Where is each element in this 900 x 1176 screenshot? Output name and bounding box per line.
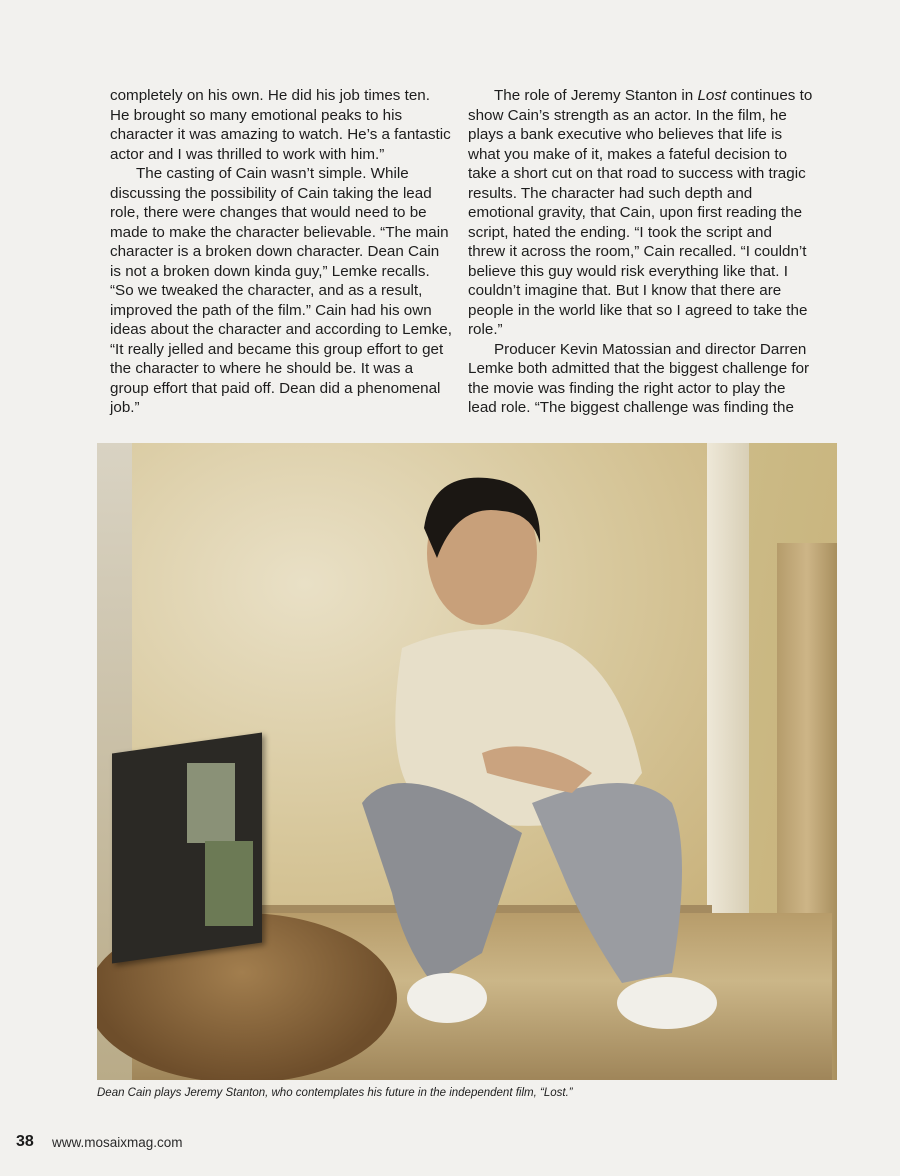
paragraph	[468, 86, 813, 340]
article-right-column	[468, 86, 813, 418]
photo-caption: Dean Cain plays Jeremy Stanton, who contemplates his future in the independent film, “Lost.”	[97, 1087, 573, 1099]
photo-frame-picture	[205, 841, 253, 926]
article-photo	[97, 443, 837, 1080]
paragraph: completely on his own. He did his job times ten. He brought so many emotional peaks to his character it was amazing to watch. He’s a fantastic actor and I was thrilled to work with him.”	[110, 87, 451, 163]
footer-url: www.mosaixmag.com	[52, 1135, 183, 1150]
page-number: 38	[16, 1133, 34, 1150]
paragraph-text: continues to show Cain’s strength as an actor. In the film, he plays a bank executive who believes that life is what you make of it, makes a fateful decision to take a short cut on that road to success with tragic results. The character had such depth and emotional gravity, that Cain, upon first reading the script, hated the ending. “I took the script and threw it across the room,” Cain recalled. “I couldn’t believe this guy would risk everything like that. I couldn’t imagine that. But I know that there are people in the world like that so I agreed to take the role.”	[468, 87, 813, 338]
paragraph: The casting of Cain wasn’t simple. While discussing the possibility of Cain taking the lead role, there were changes that would need to be made to make the character believable. “The main character is a broken down character. Dean Cain is not a broken down kinda guy,” Lemke recalls. “So we tweaked the character, and as a result, improved the path of the film.” Cain had his own ideas about the character and according to Lemke, “It really jelled and became this group effort to get the character to where he should be. It was a group effort that paid off. Dean did a phenomenal job.”	[110, 165, 452, 416]
seated-man-figure	[362, 473, 722, 1033]
film-title: Lost	[697, 87, 727, 104]
paragraph: Producer Kevin Matossian and director Darren Lemke both admitted that the biggest challenge for the movie was finding the right actor to play the lead role. “The biggest challenge was finding the	[468, 340, 810, 416]
photo-frame-picture	[187, 763, 235, 843]
paragraph-text: The role of Jeremy Stanton in	[494, 87, 698, 104]
article-left-column	[110, 86, 453, 418]
